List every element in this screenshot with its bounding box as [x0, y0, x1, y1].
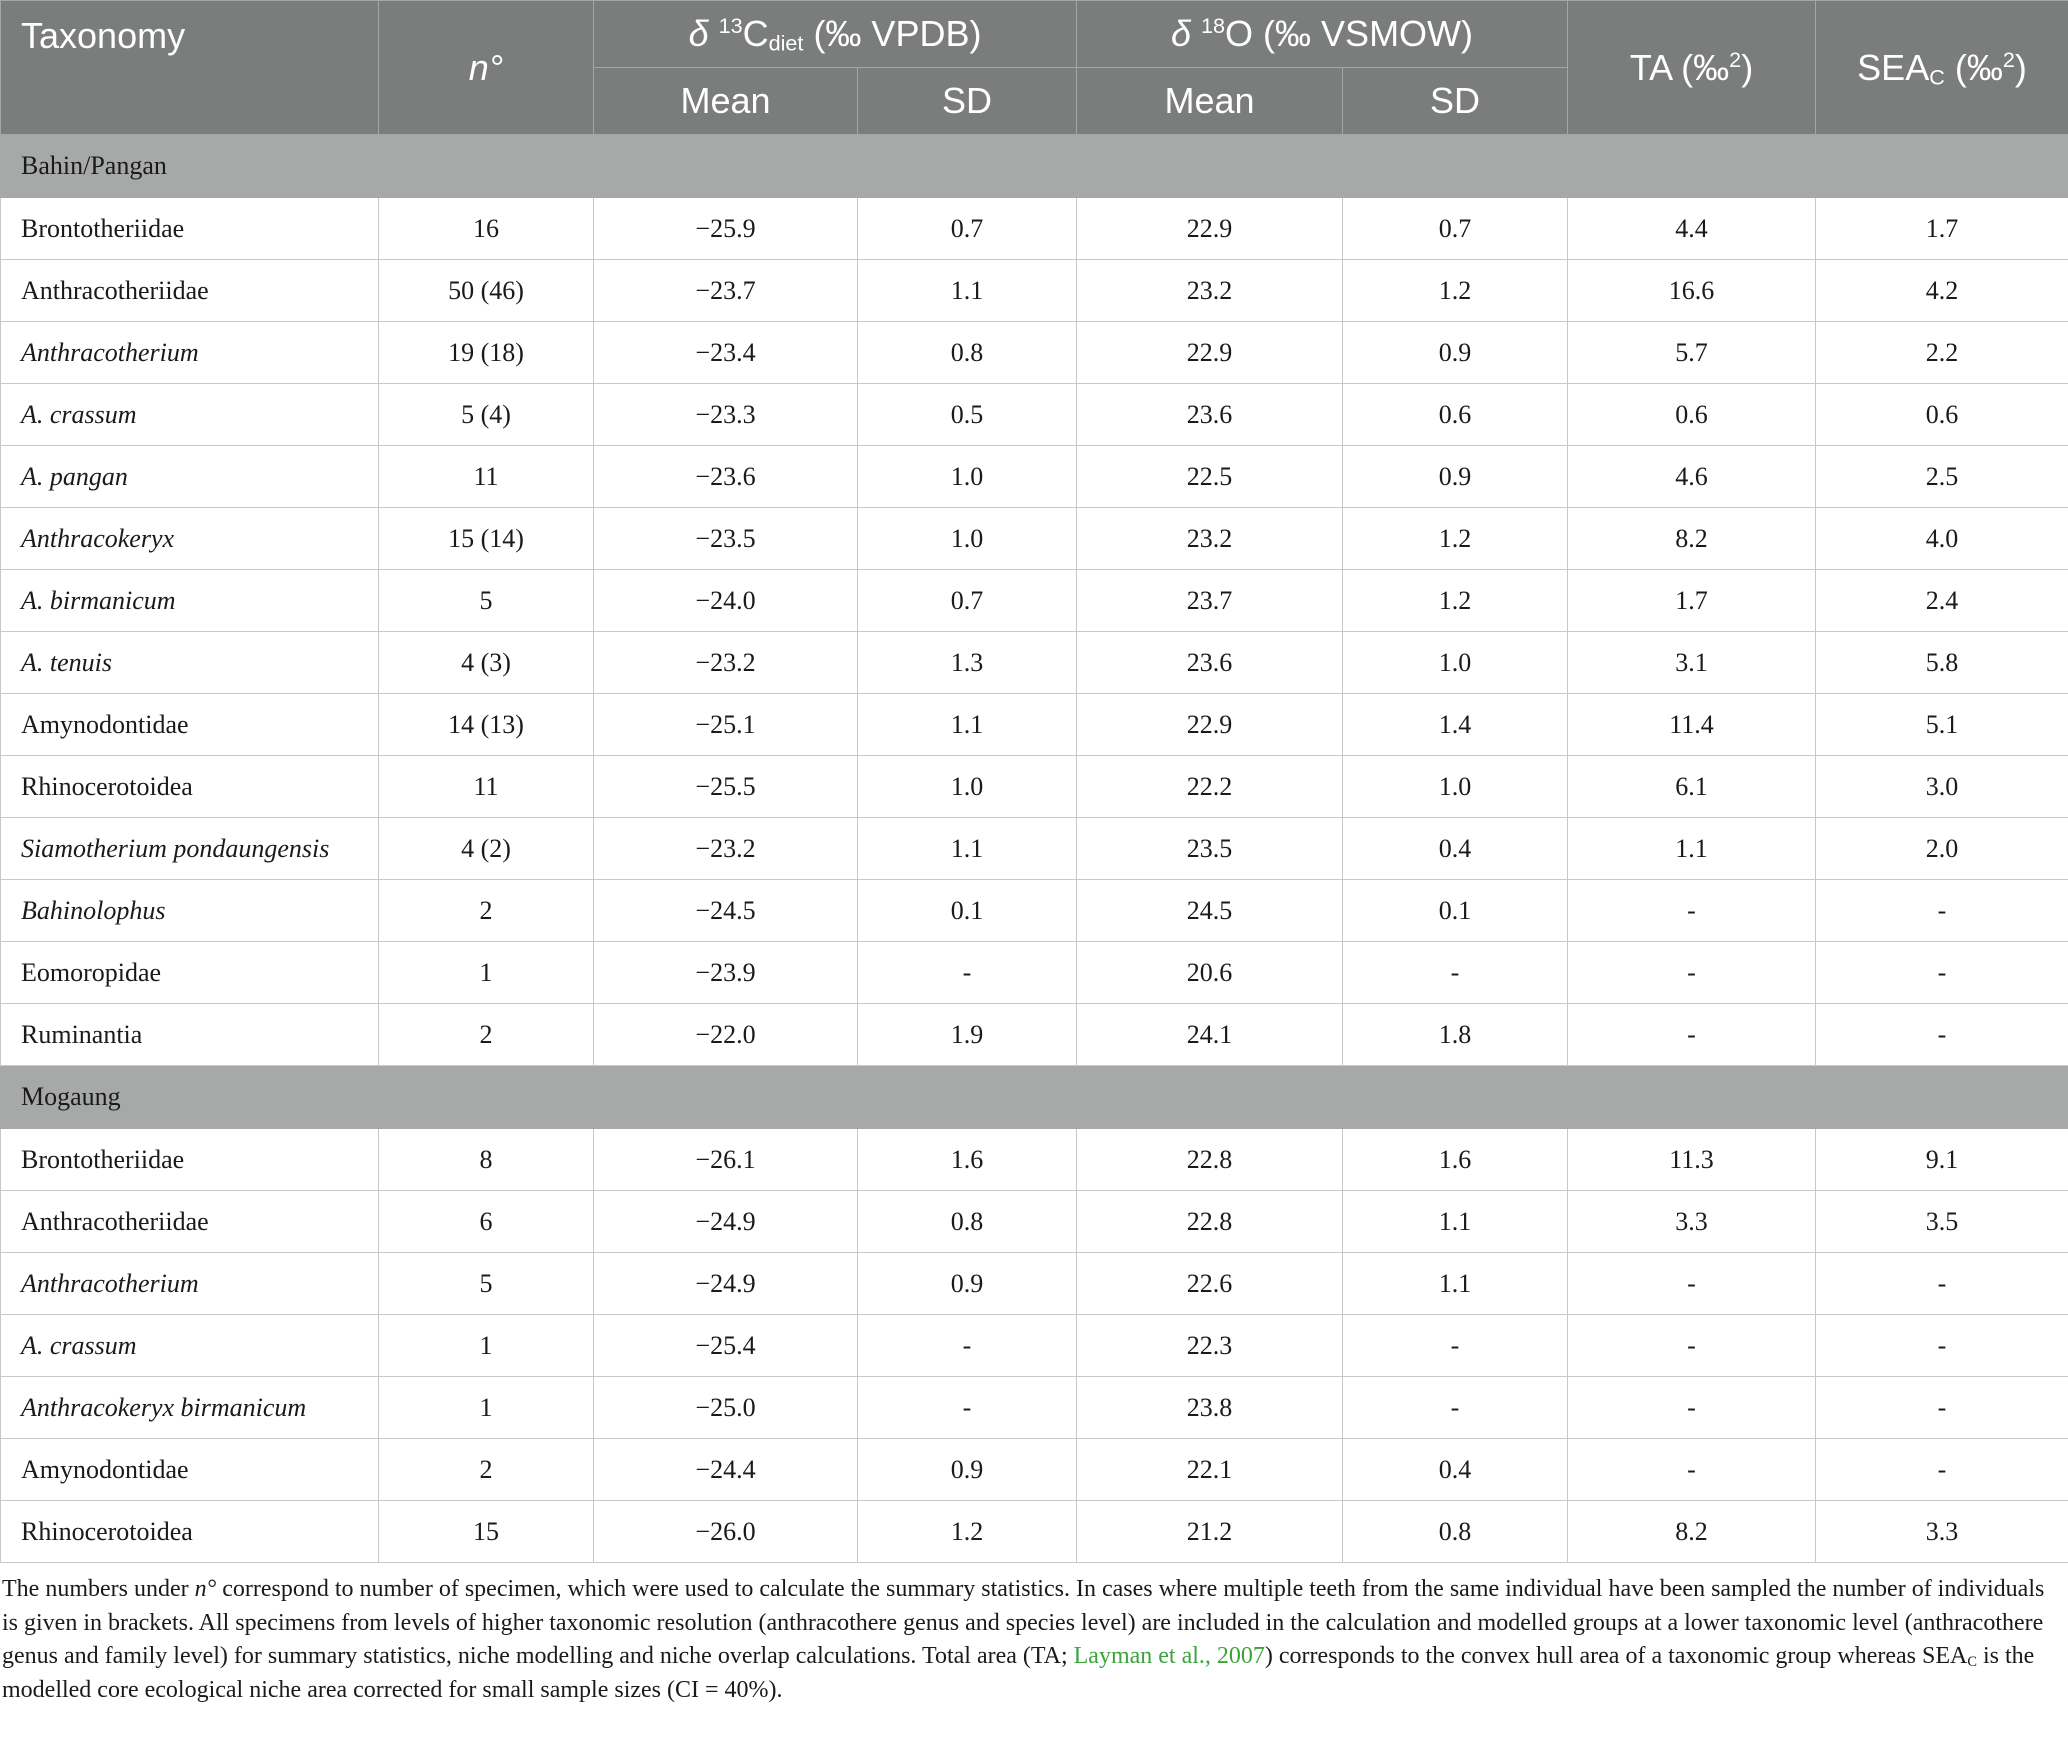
n-cell: 19 (18): [379, 322, 594, 384]
table-row: [1, 1501, 2068, 1563]
o-mean-cell: 23.6: [1077, 384, 1343, 446]
seac-cell: 3.0: [1816, 756, 2068, 818]
table-row: [1, 1191, 2068, 1253]
o-mean-cell: 22.8: [1077, 1191, 1343, 1253]
o-sd-cell: 1.6: [1343, 1129, 1568, 1191]
o-sd-cell: 0.9: [1343, 446, 1568, 508]
taxon-cell: Brontotheriidae: [1, 198, 379, 260]
c-sd-cell: 1.9: [858, 1004, 1077, 1066]
c-mean-cell: −23.6: [594, 446, 858, 508]
taxon-cell: Eomoropidae: [1, 942, 379, 1004]
seac-cell: 2.4: [1816, 570, 2068, 632]
ta-cell: -: [1568, 1253, 1816, 1315]
o-mean-cell: 23.5: [1077, 818, 1343, 880]
o-mean-cell: 20.6: [1077, 942, 1343, 1004]
o-mean-cell: 23.7: [1077, 570, 1343, 632]
ta-cell: 4.4: [1568, 198, 1816, 260]
c-mean-cell: −25.1: [594, 694, 858, 756]
table-header: [1, 1, 2068, 135]
seac-cell: -: [1816, 880, 2068, 942]
taxon-cell: Siamotherium pondaungensis: [1, 818, 379, 880]
seac-cell: -: [1816, 1004, 2068, 1066]
o-sd-cell: 1.2: [1343, 260, 1568, 322]
o-sd-cell: 0.7: [1343, 198, 1568, 260]
c-mean-cell: −24.4: [594, 1439, 858, 1501]
c-sd-cell: 1.0: [858, 446, 1077, 508]
c-sd-cell: 1.2: [858, 1501, 1077, 1563]
o-sd-cell: 1.2: [1343, 508, 1568, 570]
ta-cell: 6.1: [1568, 756, 1816, 818]
citation-link[interactable]: Layman et al., 2007: [1073, 1643, 1265, 1669]
c-mean-cell: −23.3: [594, 384, 858, 446]
o-mean-cell: 22.6: [1077, 1253, 1343, 1315]
table-row: [1, 508, 2068, 570]
o-mean-cell: 24.1: [1077, 1004, 1343, 1066]
table-row: [1, 942, 2068, 1004]
n-cell: 5: [379, 570, 594, 632]
header-ta: TA (‰$^2$): [1568, 1, 1816, 135]
table-row: [1, 756, 2068, 818]
header-c-sd: SD: [858, 68, 1077, 135]
c-sd-cell: 0.5: [858, 384, 1077, 446]
seac-cell: 9.1: [1816, 1129, 2068, 1191]
ta-cell: 1.1: [1568, 818, 1816, 880]
c-mean-cell: −24.9: [594, 1253, 858, 1315]
n-cell: 1: [379, 1377, 594, 1439]
c-mean-cell: −23.5: [594, 508, 858, 570]
table-row: [1, 1377, 2068, 1439]
o-mean-cell: 21.2: [1077, 1501, 1343, 1563]
ta-cell: 4.6: [1568, 446, 1816, 508]
n-cell: 1: [379, 942, 594, 1004]
o-sd-cell: 0.1: [1343, 880, 1568, 942]
ta-cell: 0.6: [1568, 384, 1816, 446]
c-mean-cell: −26.1: [594, 1129, 858, 1191]
table-row: [1, 1315, 2068, 1377]
o-sd-cell: 0.4: [1343, 1439, 1568, 1501]
c-sd-cell: 0.1: [858, 880, 1077, 942]
n-cell: 50 (46): [379, 260, 594, 322]
taxon-cell: Bahinolophus: [1, 880, 379, 942]
taxon-cell: Amynodontidae: [1, 694, 379, 756]
header-d18o: δ $^{18}$O (‰ VSMOW): [1077, 1, 1568, 68]
c-mean-cell: −24.5: [594, 880, 858, 942]
table-row: [1, 818, 2068, 880]
o-sd-cell: 0.6: [1343, 384, 1568, 446]
o-sd-cell: 1.0: [1343, 756, 1568, 818]
ta-cell: -: [1568, 1004, 1816, 1066]
taxon-cell: Anthracotherium: [1, 322, 379, 384]
ta-cell: 11.3: [1568, 1129, 1816, 1191]
o-mean-cell: 22.8: [1077, 1129, 1343, 1191]
table-row: [1, 1439, 2068, 1501]
n-cell: 2: [379, 1439, 594, 1501]
c-mean-cell: −25.0: [594, 1377, 858, 1439]
table-row: [1, 694, 2068, 756]
ta-cell: -: [1568, 1377, 1816, 1439]
taxon-cell: Brontotheriidae: [1, 1129, 379, 1191]
c-sd-cell: 1.1: [858, 818, 1077, 880]
c-sd-cell: 0.7: [858, 570, 1077, 632]
table-row: [1, 260, 2068, 322]
section-label: Mogaung: [1, 1066, 2068, 1129]
o-sd-cell: 0.9: [1343, 322, 1568, 384]
seac-cell: 5.1: [1816, 694, 2068, 756]
n-cell: 1: [379, 1315, 594, 1377]
o-mean-cell: 22.9: [1077, 694, 1343, 756]
ta-cell: -: [1568, 1315, 1816, 1377]
seac-cell: -: [1816, 942, 2068, 1004]
o-sd-cell: 1.8: [1343, 1004, 1568, 1066]
seac-cell: -: [1816, 1315, 2068, 1377]
taxon-cell: A. crassum: [1, 384, 379, 446]
taxon-cell: Anthracotheriidae: [1, 1191, 379, 1253]
ta-cell: 3.3: [1568, 1191, 1816, 1253]
c-sd-cell: 1.0: [858, 508, 1077, 570]
table-body: [1, 135, 2068, 1563]
o-mean-cell: 22.1: [1077, 1439, 1343, 1501]
n-cell: 6: [379, 1191, 594, 1253]
n-cell: 5 (4): [379, 384, 594, 446]
table-row: [1, 632, 2068, 694]
o-sd-cell: -: [1343, 1315, 1568, 1377]
c-mean-cell: −25.9: [594, 198, 858, 260]
n-cell: 11: [379, 756, 594, 818]
table-row: [1, 1004, 2068, 1066]
c-mean-cell: −22.0: [594, 1004, 858, 1066]
o-mean-cell: 23.8: [1077, 1377, 1343, 1439]
header-o-mean: Mean: [1077, 68, 1343, 135]
c-sd-cell: 1.1: [858, 260, 1077, 322]
taxon-cell: Ruminantia: [1, 1004, 379, 1066]
c-sd-cell: 1.0: [858, 756, 1077, 818]
header-taxonomy: Taxonomy: [1, 1, 379, 135]
ta-cell: 16.6: [1568, 260, 1816, 322]
o-mean-cell: 23.2: [1077, 260, 1343, 322]
ta-cell: 8.2: [1568, 508, 1816, 570]
taxon-cell: Anthracokeryx: [1, 508, 379, 570]
c-mean-cell: −23.2: [594, 818, 858, 880]
table-row: [1, 322, 2068, 384]
taxon-cell: Anthracotherium: [1, 1253, 379, 1315]
o-sd-cell: 1.1: [1343, 1253, 1568, 1315]
seac-cell: 2.0: [1816, 818, 2068, 880]
o-sd-cell: 1.0: [1343, 632, 1568, 694]
seac-cell: 1.7: [1816, 198, 2068, 260]
n-cell: 8: [379, 1129, 594, 1191]
c-mean-cell: −24.0: [594, 570, 858, 632]
o-sd-cell: 0.4: [1343, 818, 1568, 880]
ta-cell: 3.1: [1568, 632, 1816, 694]
ta-cell: 11.4: [1568, 694, 1816, 756]
c-sd-cell: 1.6: [858, 1129, 1077, 1191]
o-sd-cell: 1.2: [1343, 570, 1568, 632]
table-footnote: The numbers under n° correspond to number of specimen, which were used to calculate the summary statistics. In cases where multiple teeth from the same individual have been sampled the number of individuals is given in brackets. All specimens from levels of higher taxonomic resolution (anthracothere genus and species level) are included in the calculation and modelled groups at a lower taxonomic level (anthracothere genus and family level) for summary statistics, niche modelling and niche overlap calculations. Total area (TA; Layman et al., 2007) corresponds to the convex hull area of a taxonomic group whereas $SEA_C$ is the modelled core ecological niche area corrected for small sample sizes (CI = 40%).: [2, 1576, 2045, 1703]
header-c-mean: Mean: [594, 68, 858, 135]
taxon-cell: Anthracotheriidae: [1, 260, 379, 322]
taxon-cell: Rhinocerotoidea: [1, 1501, 379, 1563]
c-sd-cell: 0.8: [858, 1191, 1077, 1253]
table-row: [1, 446, 2068, 508]
n-cell: 14 (13): [379, 694, 594, 756]
n-cell: 2: [379, 880, 594, 942]
seac-cell: -: [1816, 1253, 2068, 1315]
ta-cell: 8.2: [1568, 1501, 1816, 1563]
table-row: [1, 1129, 2068, 1191]
c-sd-cell: 1.3: [858, 632, 1077, 694]
o-mean-cell: 23.2: [1077, 508, 1343, 570]
table-row: [1, 198, 2068, 260]
o-mean-cell: 23.6: [1077, 632, 1343, 694]
n-cell: 15 (14): [379, 508, 594, 570]
header-d13c: δ $^{13}C_{diet}$ (‰ VPDB): [594, 1, 1077, 68]
ta-cell: -: [1568, 880, 1816, 942]
o-sd-cell: 1.4: [1343, 694, 1568, 756]
n-cell: 15: [379, 1501, 594, 1563]
c-sd-cell: 1.1: [858, 694, 1077, 756]
o-mean-cell: 22.2: [1077, 756, 1343, 818]
taxon-cell: Rhinocerotoidea: [1, 756, 379, 818]
c-sd-cell: 0.8: [858, 322, 1077, 384]
c-mean-cell: −25.4: [594, 1315, 858, 1377]
seac-cell: -: [1816, 1377, 2068, 1439]
c-sd-cell: -: [858, 1377, 1077, 1439]
seac-cell: 4.2: [1816, 260, 2068, 322]
o-sd-cell: -: [1343, 1377, 1568, 1439]
n-cell: 4 (3): [379, 632, 594, 694]
header-o-sd: SD: [1343, 68, 1568, 135]
seac-cell: 0.6: [1816, 384, 2068, 446]
table-row: [1, 570, 2068, 632]
table-row: [1, 1253, 2068, 1315]
o-sd-cell: 1.1: [1343, 1191, 1568, 1253]
seac-cell: 2.5: [1816, 446, 2068, 508]
o-sd-cell: 0.8: [1343, 1501, 1568, 1563]
section-row: [1, 1066, 2068, 1129]
ta-cell: 5.7: [1568, 322, 1816, 384]
c-mean-cell: −24.9: [594, 1191, 858, 1253]
taxon-cell: A. birmanicum: [1, 570, 379, 632]
c-sd-cell: 0.7: [858, 198, 1077, 260]
header-seac: $SEA_C$ (‰$^2$): [1816, 1, 2068, 135]
n-cell: 2: [379, 1004, 594, 1066]
o-sd-cell: -: [1343, 942, 1568, 1004]
o-mean-cell: 22.3: [1077, 1315, 1343, 1377]
ta-cell: 1.7: [1568, 570, 1816, 632]
n-cell: 11: [379, 446, 594, 508]
n-cell: 16: [379, 198, 594, 260]
table-row: [1, 384, 2068, 446]
seac-cell: 5.8: [1816, 632, 2068, 694]
n-cell: 4 (2): [379, 818, 594, 880]
ta-cell: -: [1568, 942, 1816, 1004]
table-row: [1, 880, 2068, 942]
taxon-cell: A. pangan: [1, 446, 379, 508]
o-mean-cell: 22.5: [1077, 446, 1343, 508]
o-mean-cell: 22.9: [1077, 198, 1343, 260]
o-mean-cell: 22.9: [1077, 322, 1343, 384]
section-label: Bahin/Pangan: [1, 135, 2068, 198]
c-sd-cell: 0.9: [858, 1439, 1077, 1501]
n-cell: 5: [379, 1253, 594, 1315]
seac-cell: 3.3: [1816, 1501, 2068, 1563]
c-mean-cell: −26.0: [594, 1501, 858, 1563]
ta-cell: -: [1568, 1439, 1816, 1501]
o-mean-cell: 24.5: [1077, 880, 1343, 942]
c-sd-cell: 0.9: [858, 1253, 1077, 1315]
c-mean-cell: −23.4: [594, 322, 858, 384]
c-mean-cell: −23.7: [594, 260, 858, 322]
c-mean-cell: −23.2: [594, 632, 858, 694]
taxon-cell: A. crassum: [1, 1315, 379, 1377]
c-mean-cell: −23.9: [594, 942, 858, 1004]
seac-cell: -: [1816, 1439, 2068, 1501]
seac-cell: 2.2: [1816, 322, 2068, 384]
taxon-cell: A. tenuis: [1, 632, 379, 694]
c-mean-cell: −25.5: [594, 756, 858, 818]
taxon-cell: Amynodontidae: [1, 1439, 379, 1501]
c-sd-cell: -: [858, 942, 1077, 1004]
header-n: n°: [379, 1, 594, 135]
taxon-cell: Anthracokeryx birmanicum: [1, 1377, 379, 1439]
section-row: [1, 135, 2068, 198]
seac-cell: 4.0: [1816, 508, 2068, 570]
c-sd-cell: -: [858, 1315, 1077, 1377]
seac-cell: 3.5: [1816, 1191, 2068, 1253]
